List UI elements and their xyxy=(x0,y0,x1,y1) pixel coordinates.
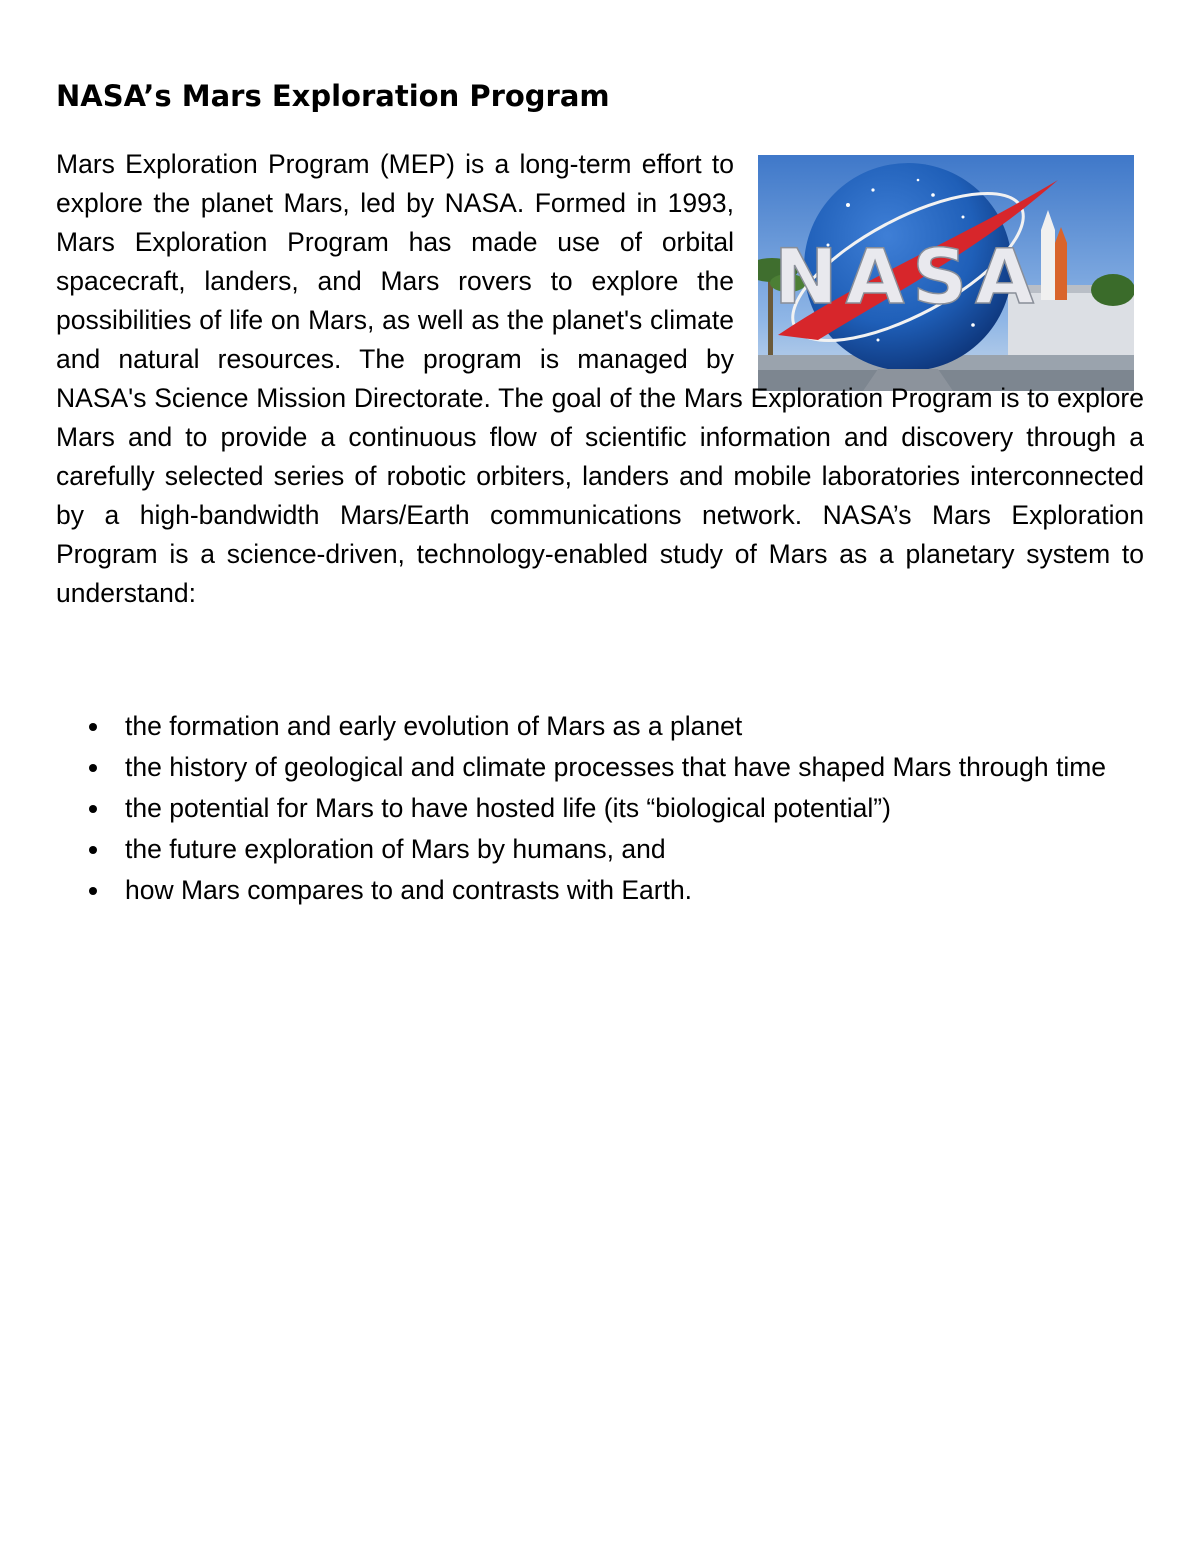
bullet-icon xyxy=(89,846,97,854)
list-item-text: the history of geological and climate processes that have shaped Mars through time xyxy=(125,752,1107,782)
bullet-icon xyxy=(89,764,97,772)
list-item xyxy=(56,870,1144,910)
list-item-text: the potential for Mars to have hosted life (its “biological potential”) xyxy=(125,793,891,823)
list-item xyxy=(56,829,1144,869)
page-title: NASA’s Mars Exploration Program xyxy=(56,79,610,113)
bullet-icon xyxy=(89,805,97,813)
list-item-text: how Mars compares to and contrasts with Earth. xyxy=(125,875,693,905)
bullet-icon xyxy=(89,723,97,731)
body-paragraph: Mars Exploration Program (MEP) is a long-term effort to explore the planet Mars, led by NASA. Formed in 1993, Mars Exploration Program has made use of orbital spacecraft, landers, and Mars rovers to explore the possibilities of life on Mars, as well as the planet's climate and natural resources. The program is managed by NASA's Science Mission Directorate. The goal of the Mars Exploration Program is to explore Mars and to provide a continuous flow of scientific information and discovery through a carefully selected series of robotic orbiters, landers and mobile laboratories interconnected by a high-bandwidth Mars/Earth communications network. NASA’s Mars Exploration Program is a science-driven, technology-enabled study of Mars as a planetary system to understand: xyxy=(56,149,1144,608)
bullet-list xyxy=(56,706,1144,911)
list-item xyxy=(56,747,1144,787)
list-item-text: the future exploration of Mars by humans, and xyxy=(125,834,666,864)
bullet-icon xyxy=(89,887,97,895)
list-item xyxy=(56,706,1144,746)
list-item xyxy=(56,788,1144,828)
logo-lettering: NASA xyxy=(774,232,1042,321)
list-item-text: the formation and early evolution of Mars as a planet xyxy=(125,711,743,741)
